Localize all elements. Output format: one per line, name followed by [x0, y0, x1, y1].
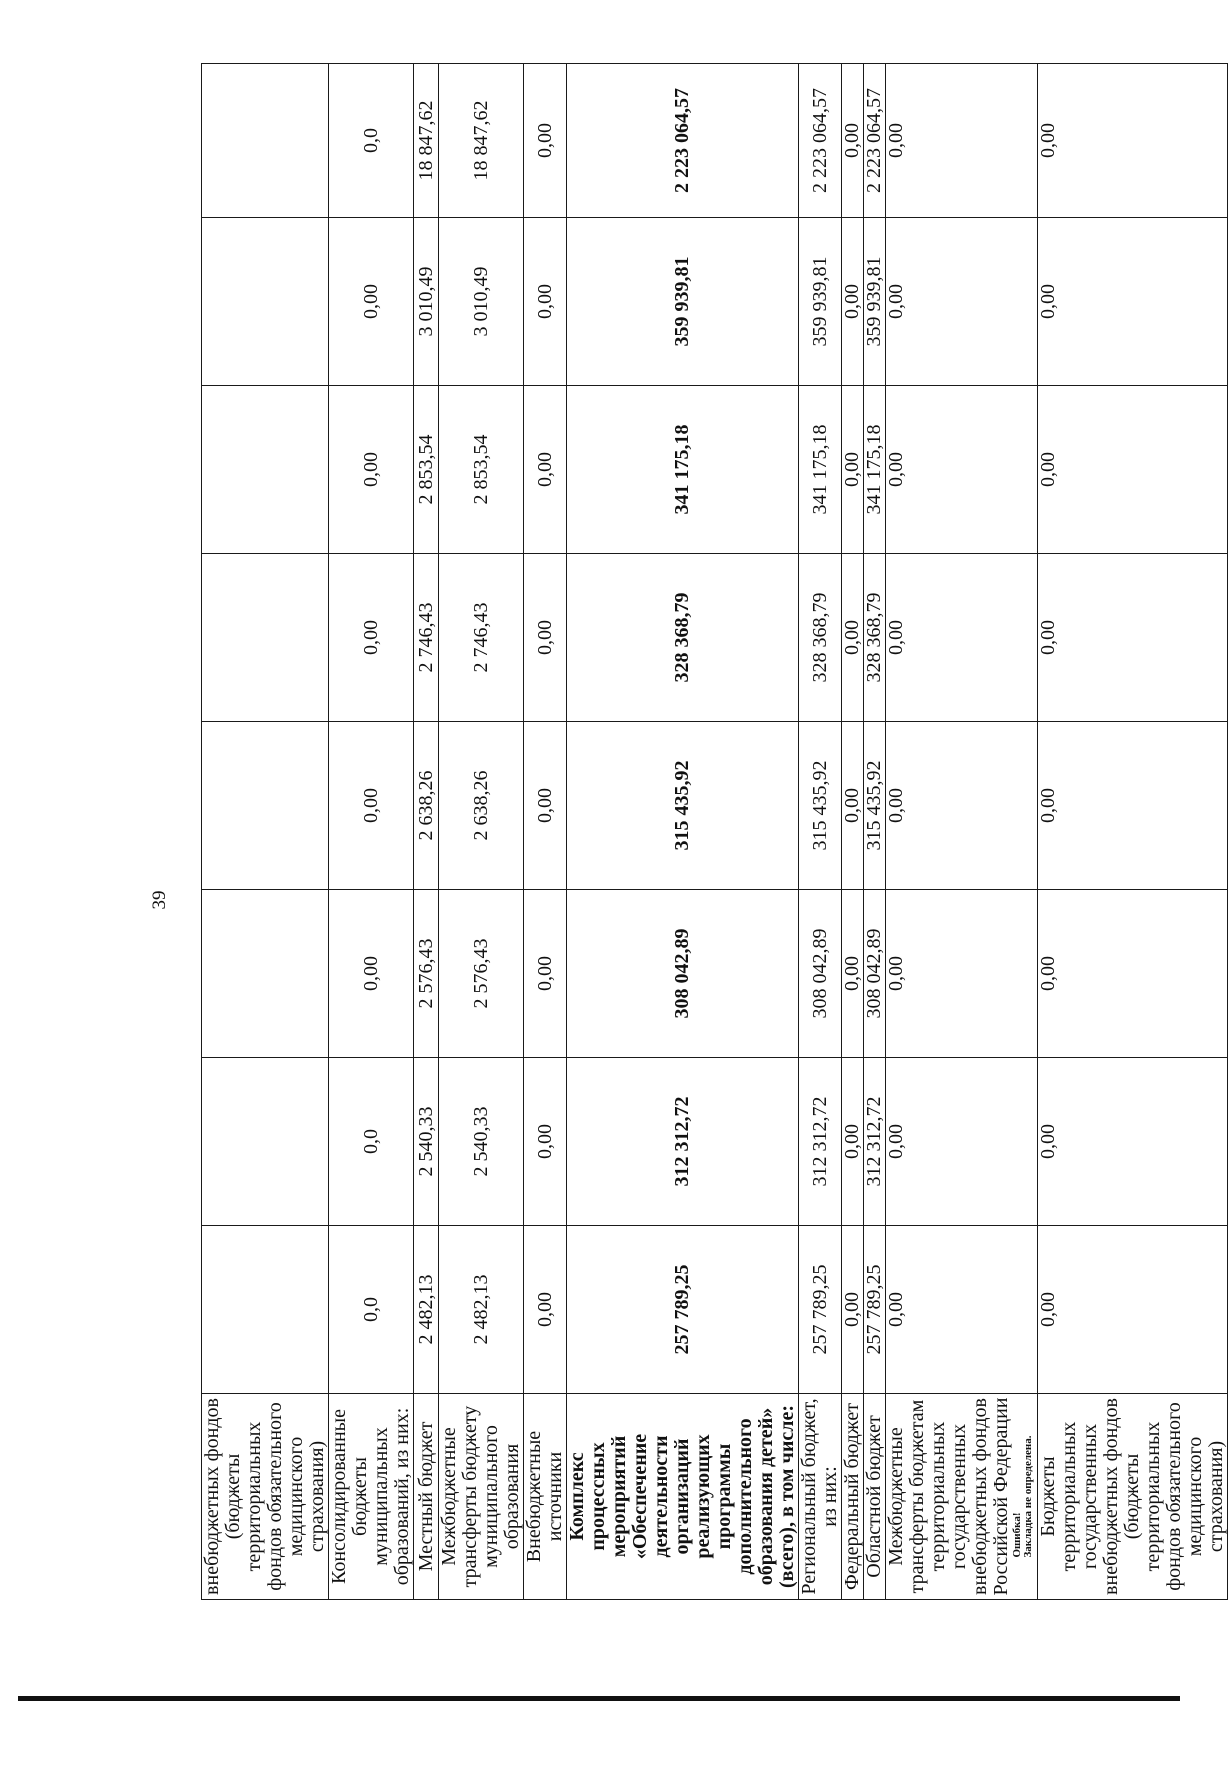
cell-value: 0,0 — [329, 1226, 414, 1394]
cell-value: 2 576,43 — [414, 890, 439, 1058]
cell-value: 0,0 — [329, 64, 414, 218]
cell-value: 2 482,13 — [439, 1226, 524, 1394]
cell-value: 0,00 — [842, 1058, 864, 1226]
cell-value: 2 223 064,57 — [567, 64, 799, 218]
cell-value: 2 482,13 — [414, 1226, 439, 1394]
table-row — [842, 64, 864, 1600]
cell-value — [202, 890, 329, 1058]
cell-value: 0,00 — [329, 386, 414, 554]
cell-value: 0,00 — [524, 218, 567, 386]
cell-value: 315 435,92 — [799, 722, 842, 890]
row-label-text: Межбюджетные трансферты бюджетам территориальных государственных внебюджетных фондов Российской Федерации — [885, 1397, 1012, 1596]
page-number: 39 — [149, 890, 170, 910]
table-row — [567, 64, 799, 1600]
cell-value: 2 853,54 — [414, 386, 439, 554]
cell-value: 0,00 — [1038, 722, 1228, 890]
cell-value: 0,00 — [886, 1058, 1038, 1226]
cell-value: 0,00 — [329, 890, 414, 1058]
cell-value: 0,00 — [1038, 64, 1228, 218]
cell-value: 0,00 — [1038, 890, 1228, 1058]
cell-value: 3 010,49 — [414, 218, 439, 386]
cell-value: 0,00 — [329, 554, 414, 722]
cell-value: 2 638,26 — [414, 722, 439, 890]
cell-value — [202, 386, 329, 554]
cell-value: 341 175,18 — [799, 386, 842, 554]
cell-value: 315 435,92 — [567, 722, 799, 890]
cell-value: 0,00 — [886, 386, 1038, 554]
cell-value: 0,00 — [842, 64, 864, 218]
cell-value: 312 312,72 — [567, 1058, 799, 1226]
cell-value: 0,00 — [886, 722, 1038, 890]
cell-value — [202, 218, 329, 386]
table-row — [202, 64, 329, 1600]
cell-value: 0,00 — [842, 1226, 864, 1394]
table-row — [1038, 64, 1228, 1600]
row-label: внебюджетных фондов (бюджеты территориальных фондов обязательного медицинского страхования) — [202, 1394, 329, 1600]
cell-value: 0,00 — [842, 722, 864, 890]
cell-value: 0,00 — [886, 218, 1038, 386]
bookmark-error-note — [1012, 1435, 1034, 1557]
cell-value: 0,00 — [1038, 218, 1228, 386]
row-label: Бюджеты территориальных государственных внебюджетных фондов (бюджеты территориальных фондов обязательного медицинского страхования) — [1038, 1394, 1228, 1600]
cell-value: 3 010,49 — [439, 218, 524, 386]
table-row — [524, 64, 567, 1600]
cell-value: 2 853,54 — [439, 386, 524, 554]
cell-value: 0,00 — [842, 386, 864, 554]
cell-value: 308 042,89 — [567, 890, 799, 1058]
table-row — [439, 64, 524, 1600]
cell-value: 0,00 — [886, 890, 1038, 1058]
row-label: Внебюджетные источники — [524, 1394, 567, 1600]
cell-value: 0,00 — [524, 386, 567, 554]
row-label: Федеральный бюджет — [842, 1394, 864, 1600]
cell-value: 359 939,81 — [864, 218, 886, 386]
cell-value: 312 312,72 — [864, 1058, 886, 1226]
cell-value: 0,00 — [524, 890, 567, 1058]
cell-value: 308 042,89 — [864, 890, 886, 1058]
cell-value: 0,00 — [1038, 386, 1228, 554]
cell-value: 341 175,18 — [567, 386, 799, 554]
cell-value: 0,00 — [524, 722, 567, 890]
cell-value: 328 368,79 — [799, 554, 842, 722]
table-row — [329, 64, 414, 1600]
row-label: Местный бюджет — [414, 1394, 439, 1600]
cell-value: 2 638,26 — [439, 722, 524, 890]
cell-value: 0,00 — [1038, 554, 1228, 722]
cell-value: 315 435,92 — [864, 722, 886, 890]
cell-value: 2 540,33 — [414, 1058, 439, 1226]
cell-value: 341 175,18 — [864, 386, 886, 554]
cell-value: 0,00 — [886, 64, 1038, 218]
cell-value — [202, 1058, 329, 1226]
error-note-line-1: Ошибка! — [1011, 1512, 1023, 1558]
table-row — [886, 64, 1038, 1600]
cell-value: 0,00 — [1038, 1226, 1228, 1394]
cell-value: 2 223 064,57 — [799, 64, 842, 218]
row-label: Комплекс процессных мероприятий «Обеспечение деятельности организаций реализующих программы дополнительного образования детей» (всего), в том числе: — [567, 1394, 799, 1600]
cell-value: 0,0 — [329, 1058, 414, 1226]
cell-value: 0,00 — [842, 554, 864, 722]
cell-value: 2 223 064,57 — [864, 64, 886, 218]
cell-value: 2 540,33 — [439, 1058, 524, 1226]
cell-value — [202, 64, 329, 218]
cell-value: 0,00 — [524, 1058, 567, 1226]
table-row — [799, 64, 842, 1600]
cell-value: 0,00 — [842, 218, 864, 386]
cell-value: 0,00 — [1038, 1058, 1228, 1226]
cell-value: 328 368,79 — [567, 554, 799, 722]
cell-value: 0,00 — [329, 722, 414, 890]
cell-value: 359 939,81 — [799, 218, 842, 386]
cell-value: 257 789,25 — [567, 1226, 799, 1394]
row-label: Межбюджетные трансферты бюджету муниципального образования — [439, 1394, 524, 1600]
cell-value — [202, 1226, 329, 1394]
rotated-page-content — [201, 0, 1227, 1600]
cell-value: 359 939,81 — [567, 218, 799, 386]
cell-value: 0,00 — [524, 1226, 567, 1394]
row-label: Консолидированные бюджеты муниципальных образований, из них: — [329, 1394, 414, 1600]
cell-value: 257 789,25 — [799, 1226, 842, 1394]
cell-value — [202, 554, 329, 722]
table-row — [864, 64, 886, 1600]
cell-value: 308 042,89 — [799, 890, 842, 1058]
row-label — [886, 1394, 1038, 1600]
cell-value: 312 312,72 — [799, 1058, 842, 1226]
cell-value: 2 746,43 — [414, 554, 439, 722]
cell-value: 0,00 — [524, 64, 567, 218]
cell-value: 18 847,62 — [439, 64, 524, 218]
cell-value: 2 746,43 — [439, 554, 524, 722]
cell-value: 0,00 — [329, 218, 414, 386]
row-label: Региональный бюджет, из них: — [799, 1394, 842, 1600]
cell-value: 0,00 — [886, 554, 1038, 722]
cell-value: 257 789,25 — [864, 1226, 886, 1394]
cell-value: 18 847,62 — [414, 64, 439, 218]
cell-value: 328 368,79 — [864, 554, 886, 722]
cell-value — [202, 722, 329, 890]
cell-value: 0,00 — [842, 890, 864, 1058]
budget-table — [201, 63, 1228, 1600]
row-label: Областной бюджет — [864, 1394, 886, 1600]
cell-value: 0,00 — [524, 554, 567, 722]
table-row — [414, 64, 439, 1600]
bottom-rule-line — [18, 1696, 1180, 1701]
cell-value: 2 576,43 — [439, 890, 524, 1058]
error-note-line-2: Закладка не определена. — [1022, 1435, 1034, 1558]
cell-value: 0,00 — [886, 1226, 1038, 1394]
